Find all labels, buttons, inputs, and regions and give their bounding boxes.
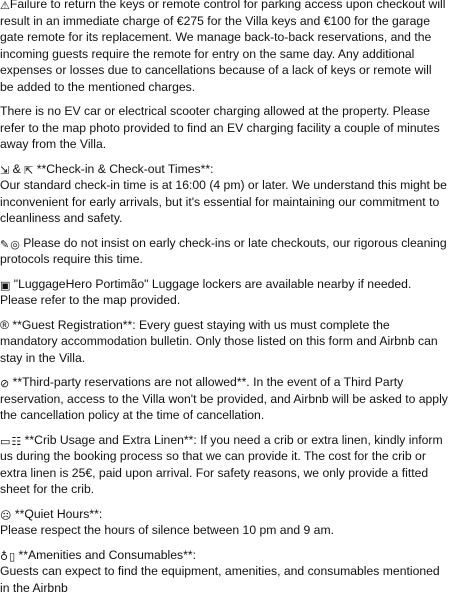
rule-text: Please respect the hours of silence between 10 pm and 9 am. [0, 523, 335, 537]
toilet-paper-icon: ▯ [9, 549, 16, 563]
check-out-icon: ⇱ [24, 163, 34, 177]
warning-icon: ⚠ [0, 0, 10, 12]
rule-paragraph [0, 432, 448, 498]
bed-icon: ▭ [0, 434, 11, 448]
rule-text: **Amenities and Consumables**: [15, 547, 197, 562]
rule-paragraph [0, 276, 448, 309]
check-in-icon: ⇲ [0, 163, 10, 177]
rule-text: Please do not insist on early check-ins or late checkouts, our rigorous cleaning protocols require this time. [0, 235, 447, 266]
rule-text: There is no EV car or electrical scooter charging allowed at the property. Please refer to the map photo provided to find an EV charging facility a couple of minutes away from the Villa. [0, 104, 440, 151]
rule-paragraph [0, 235, 448, 268]
rule-text: Failure to return the keys or remote control for parking access upon checkout will result in an immediate charge of €275 for the Villa keys and €100 for the garage gate remote for its replacement. We manage back-to-back reservations, and the incoming guests require the remote for entry on the same day. Any additional expenses or losses due to cancellations because of a lack of keys or remote will be added to the mentioned charges. [0, 0, 446, 94]
soap-icon: ◎ [10, 237, 20, 251]
rule-text: ® **Guest Registration**: Every guest staying with us must complete the mandatory accommodation bulletin. Only those listed on this form and Airbnb can stay in the Villa. [0, 317, 438, 365]
rule-text: **Check-in & Check-out Times**: [33, 161, 214, 176]
rule-text: Our standard check-in time is at 16:00 (4 pm) or later. We understand this might be inconvenient for early arrivals, but it's essential for maintaining our commitment to cleanliness and safety. [0, 178, 447, 225]
rule-paragraph [0, 506, 448, 539]
rule-paragraph [0, 161, 448, 227]
rule-text: "LuggageHero Portimão" Luggage lockers are available nearby if needed. Please refer to the map provided. [0, 276, 412, 307]
cleaning-brush-icon: ✎ [0, 237, 10, 251]
rule-paragraph [0, 374, 448, 424]
rule-paragraph [0, 547, 448, 597]
soap-bottle-icon: ♁ [0, 549, 9, 563]
rule-paragraph [0, 0, 448, 95]
luggage-icon: ▣ [0, 278, 11, 292]
rule-paragraph [0, 103, 448, 153]
rule-text: & [9, 161, 25, 176]
rule-text: **Crib Usage and Extra Linen**: If you need a crib or extra linen, kindly inform us during the booking process so that we can provide it. The cost for the crib or extra linen is 25€, paid upon arrival. For safety reasons, we only provide a fitted sheet for the crib. [0, 432, 443, 496]
quiet-face-icon: ☹ [0, 508, 12, 522]
no-entry-icon: ⊘ [0, 377, 10, 390]
rule-paragraph [0, 317, 448, 367]
rule-text: **Third-party reservations are not allowed**. In the event of a Third Party reservation, access to the Villa won't be provided, and Airbnb will be asked to apply the cancellation policy at the time of cancellation. [0, 375, 448, 422]
linen-icon: ☷ [11, 434, 22, 448]
rule-text: **Quiet Hours**: [11, 506, 103, 521]
rule-text: Guests can expect to find the equipment, amenities, and consumables mentioned in the Airbnb [0, 564, 440, 595]
